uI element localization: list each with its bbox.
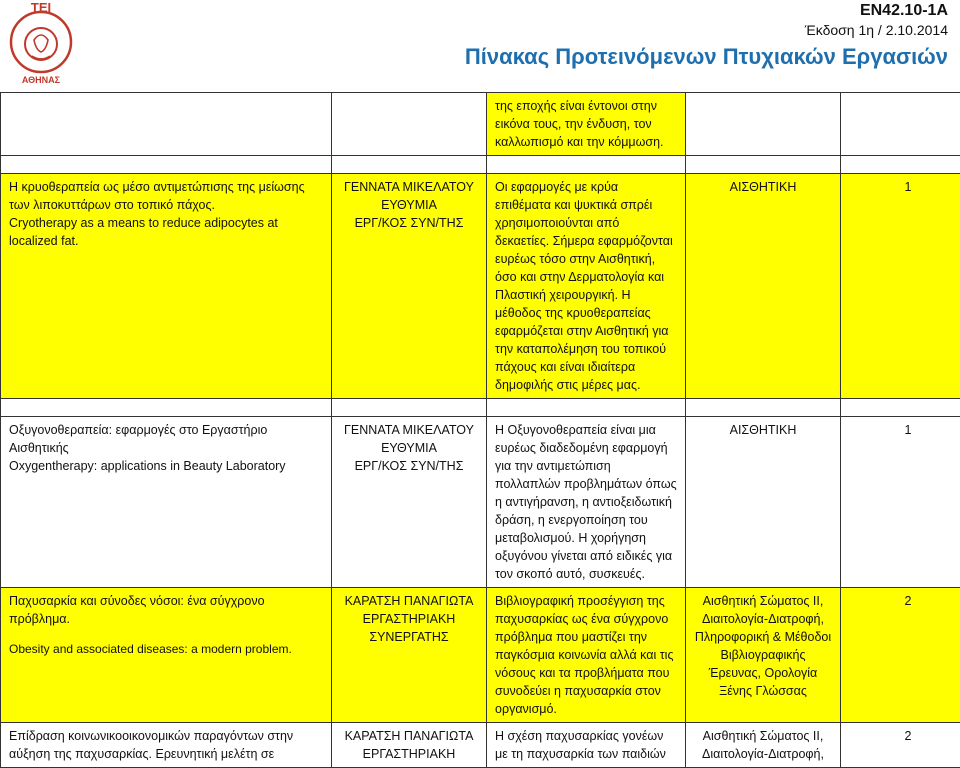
title-greek: Οξυγονοθεραπεία: εφαρμογές στο Εργαστήριο Αισθητικής xyxy=(9,421,323,457)
supervisor-cell xyxy=(332,174,487,399)
document-code: EN42.10-1A xyxy=(860,2,948,20)
svg-text:ΤΕΙ: ΤΕΙ xyxy=(31,0,51,15)
students-cell: 1 xyxy=(841,417,960,588)
title-english: Cryotherapy as a means to reduce adipocytes at localized fat. xyxy=(9,214,323,250)
students-cell: 2 xyxy=(841,588,960,723)
supervisor-role: ΕΡΓΑΣΤΗΡΙΑΚΗ ΣΥΝΕΡΓΑΤΗΣ xyxy=(340,610,478,646)
svg-text:ΑΘΗΝΑΣ: ΑΘΗΝΑΣ xyxy=(22,75,61,85)
supervisor-cell xyxy=(332,588,487,723)
table-row xyxy=(1,723,960,768)
title-cell xyxy=(1,174,332,399)
courses-cell: Αισθητική Σώματος ΙΙ, Διαιτολογία-Διατροφή, xyxy=(686,723,841,768)
supervisor-name: ΚΑΡΑΤΣΗ ΠΑΝΑΓΙΩΤΑ xyxy=(340,727,478,745)
supervisor-cell xyxy=(332,417,487,588)
title-greek: Η κρυοθεραπεία ως μέσο αντιμετώπισης της μείωσης των λιποκυττάρων στο τοπικό πάχος. xyxy=(9,178,323,214)
table-row xyxy=(1,588,960,723)
table-row xyxy=(1,93,960,156)
description-cell: Βιβλιογραφική προσέγγιση της παχυσαρκίας ως ένα σύγχρονο πρόβλημα που μαστίζει την παγκόσμια κοινωνία αλλά και τις νόσους και τα προβλήματα που συνοδεύει η παχυσαρκία στον οργανισμό. xyxy=(487,588,686,723)
table-row xyxy=(1,399,960,417)
courses-cell: Αισθητική Σώματος ΙΙ, Διαιτολογία-Διατροφή, Πληροφορική & Μέθοδοι Βιβλιογραφικής Έρευνας, Ορολογία Ξένης Γλώσσας xyxy=(686,588,841,723)
title-cell xyxy=(1,588,332,723)
supervisor-role: ΕΡΓ/ΚΟΣ ΣΥΝ/ΤΗΣ xyxy=(340,457,478,475)
supervisor-name: ΓΕΝΝΑΤΑ ΜΙΚΕΛΑΤΟΥ ΕΥΘΥΜΙΑ xyxy=(340,178,478,214)
title-greek: Παχυσαρκία και σύνοδες νόσοι: ένα σύγχρονο πρόβλημα. xyxy=(9,592,323,628)
edition-label: Έκδοση 1η / 2.10.2014 xyxy=(805,22,948,38)
tei-athens-logo xyxy=(2,0,80,86)
table-row xyxy=(1,417,960,588)
supervisor-role: ΕΡΓΑΣΤΗΡΙΑΚΗ xyxy=(340,745,478,763)
page-title: Πίνακας Προτεινόμενων Πτυχιακών Εργασιών xyxy=(465,44,948,70)
table-row xyxy=(1,156,960,174)
description-cell: της εποχής είναι έντονοι στην εικόνα τους, την ένδυση, τον καλλωπισμό και την κόμμωση. xyxy=(487,93,686,156)
title-greek: Επίδραση κοινωνικοοικονομικών παραγόντων στην αύξηση της παχυσαρκίας. Ερευνητική μελέτη σε xyxy=(9,727,323,763)
table-row xyxy=(1,174,960,399)
students-cell: 1 xyxy=(841,174,960,399)
description-cell: Η σχέση παχυσαρκίας γονέων με τη παχυσαρκία των παιδιών xyxy=(487,723,686,768)
title-cell xyxy=(1,723,332,768)
courses-cell: ΑΙΣΘΗΤΙΚΗ xyxy=(686,174,841,399)
supervisor-cell xyxy=(332,723,487,768)
description-cell: Η Οξυγονοθεραπεία είναι μια ευρέως διαδεδομένη εφαρμογή για την αντιμετώπιση πολλαπλών προβλημάτων όπως η αντιγήρανση, η αντιοξειδωτική δράση, η ενεργοποίηση του μεταβολισμού. Η χορήγηση οξυγόνου γίνεται από ειδικές για τον σκοπό αυτό, συσκευές. xyxy=(487,417,686,588)
title-english: Obesity and associated diseases: a modern problem. xyxy=(9,640,323,658)
supervisor-name: ΚΑΡΑΤΣΗ ΠΑΝΑΓΙΩΤΑ xyxy=(340,592,478,610)
description-cell: Οι εφαρμογές με κρύα επιθέματα και ψυκτικά σπρέι χρησιμοποιούνται από δεκαετίες. Σήμερα εφαρμόζονται ευρέως τόσο στην Αισθητική, όσο και στην Δερματολογία και Πλαστική χειρουργική. Η μέθοδος της κρυοθεραπείας εφαρμόζεται στην Αισθητική για την καταπολέμηση του τοπικού πάχους και είναι ιδιαίτερα δημοφιλής στις μέρες μας. xyxy=(487,174,686,399)
courses-cell: ΑΙΣΘΗΤΙΚΗ xyxy=(686,417,841,588)
students-cell: 2 xyxy=(841,723,960,768)
supervisor-name: ΓΕΝΝΑΤΑ ΜΙΚΕΛΑΤΟΥ ΕΥΘΥΜΙΑ xyxy=(340,421,478,457)
title-english: Oxygentherapy: applications in Beauty Laboratory xyxy=(9,457,323,475)
title-cell xyxy=(1,417,332,588)
supervisor-role: ΕΡΓ/ΚΟΣ ΣΥΝ/ΤΗΣ xyxy=(340,214,478,232)
theses-table xyxy=(0,92,960,768)
